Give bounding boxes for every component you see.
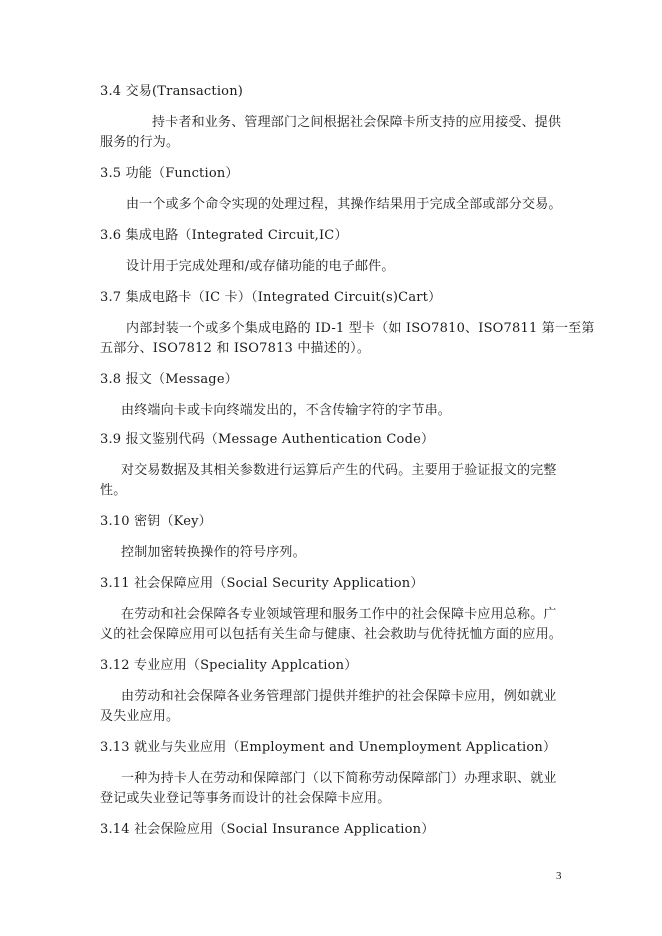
paragraph-line: 性。 bbox=[100, 483, 127, 498]
section-heading-3-12: 3.12 专业应用（Speciality Applcation） bbox=[100, 658, 358, 673]
paragraph-line: 持卡者和业务、管理部门之间根据社会保障卡所支持的应用接受、提供 bbox=[152, 115, 562, 130]
section-heading-3-14: 3.14 社会保险应用（Social Insurance Application） bbox=[100, 822, 435, 837]
paragraph-line: 登记或失业登记等事务而设计的社会保障卡应用。 bbox=[100, 791, 391, 806]
section-heading-3-9: 3.9 报文鉴别代码（Message Authentication Code） bbox=[100, 432, 435, 447]
paragraph-line: 一种为持卡人在劳动和保障部门（以下简称劳动保障部门）办理求职、就业 bbox=[121, 771, 557, 786]
paragraph-line: 在劳动和社会保障各专业领域管理和服务工作中的社会保障卡应用总称。广 bbox=[121, 607, 557, 622]
section-heading-3-8: 3.8 报文（Message） bbox=[100, 372, 238, 387]
paragraph-line: 及失业应用。 bbox=[100, 709, 180, 724]
paragraph-line: 服务的行为。 bbox=[100, 135, 180, 150]
section-heading-3-4: 3.4 交易(Transaction) bbox=[100, 84, 244, 99]
paragraph-line: 内部封装一个或多个集成电路的 ID-1 型卡（如 ISO7810、ISO7811 第一至第 bbox=[126, 321, 595, 336]
paragraph-line: 对交易数据及其相关参数进行运算后产生的代码。主要用于验证报文的完整 bbox=[121, 463, 557, 478]
paragraph-line: 由劳动和社会保障各业务管理部门提供并维护的社会保障卡应用，例如就业 bbox=[121, 689, 557, 704]
paragraph-line: 由终端向卡或卡向终端发出的，不含传输字符的字节串。 bbox=[121, 403, 452, 418]
section-heading-3-5: 3.5 功能（Function） bbox=[100, 166, 239, 181]
section-heading-3-10: 3.10 密钥（Key） bbox=[100, 514, 212, 529]
paragraph-line: 五部分、ISO7812 和 ISO7813 中描述的）。 bbox=[100, 341, 371, 356]
paragraph-line: 设计用于完成处理和/或存储功能的电子邮件。 bbox=[126, 259, 395, 274]
section-heading-3-6: 3.6 集成电路（Integrated Circuit,IC） bbox=[100, 228, 348, 243]
paragraph-line: 义的社会保障应用可以包括有关生命与健康、社会救助与优待抚恤方面的应用。 bbox=[100, 627, 563, 642]
section-heading-3-13: 3.13 就业与失业应用（Employment and Unemployment Application） bbox=[100, 740, 557, 755]
section-heading-3-11: 3.11 社会保障应用（Social Security Application） bbox=[100, 576, 424, 591]
page-number: 3 bbox=[556, 870, 562, 882]
paragraph-line: 由一个或多个命令实现的处理过程，其操作结果用于完成全部或部分交易。 bbox=[126, 197, 562, 212]
paragraph-line: 控制加密转换操作的符号序列。 bbox=[121, 545, 306, 560]
section-heading-3-7: 3.7 集成电路卡（IC 卡）（Integrated Circuit(s)Cart） bbox=[100, 290, 442, 305]
